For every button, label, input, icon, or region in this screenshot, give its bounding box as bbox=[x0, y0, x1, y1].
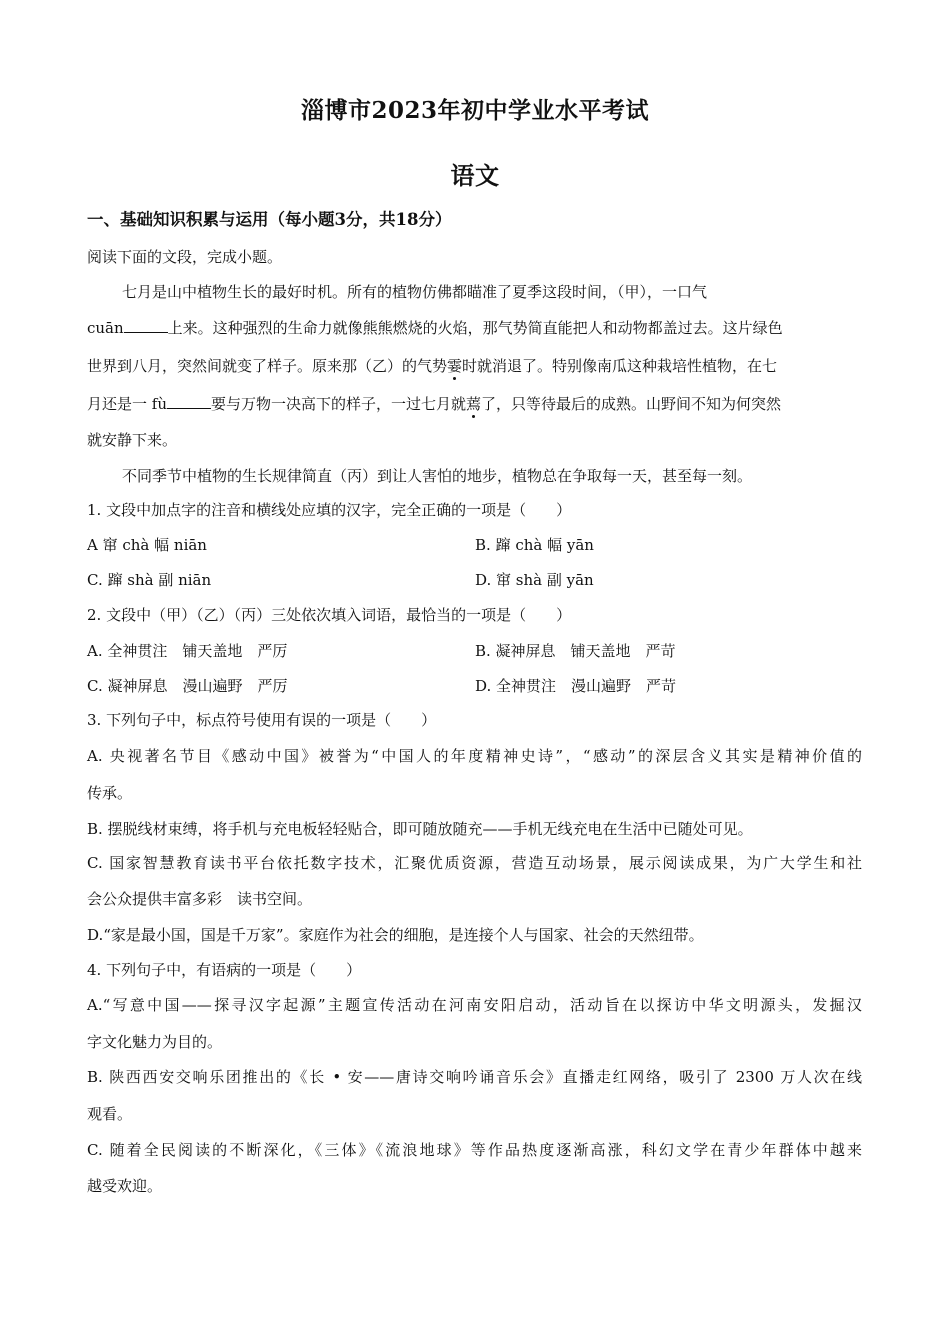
passage-line-4-c: 了，只等待最后的成熟。山野间不知为何突然 bbox=[481, 395, 782, 413]
passage-line-4-b: 要与万物一决高下的样子，一过七月就 bbox=[210, 395, 466, 413]
q4-option-a-line-1: A.“写意中国——探寻汉字起源”主题宣传活动在河南安阳启动，活动旨在以探访中华文明源头，发掘汉 bbox=[87, 996, 862, 1014]
section-heading: 一、基础知识积累与运用（每小题3分，共18分） bbox=[87, 210, 452, 229]
passage-line-3-b: 时就消退了。特别像南瓜这种栽培性植物，在七 bbox=[462, 357, 778, 375]
q3-option-d: D.“家是最小国，国是千万家”。家庭作为社会的细胞，是连接个人与国家、社会的天然纽带。 bbox=[87, 926, 704, 944]
dotted-char-nian: 蔫 bbox=[466, 395, 482, 413]
q1-option-c: C. 蹿 shà 副 niān bbox=[87, 571, 212, 589]
passage-line-5: 就安静下来。 bbox=[87, 431, 178, 449]
q4-option-b-line-2: 观看。 bbox=[87, 1105, 133, 1123]
q2-option-b: B. 凝神屏息 铺天盖地 严苛 bbox=[475, 642, 676, 660]
question-1-stem: 1. 文段中加点字的注音和横线处应填的汉字，完全正确的一项是（ ） bbox=[87, 501, 572, 519]
q1-option-d: D. 窜 shà 副 yān bbox=[475, 571, 594, 589]
q3-option-c-line-2: 会公众提供丰富多彩 读书空间。 bbox=[87, 890, 313, 908]
q4-option-a-line-2: 字文化魅力为目的。 bbox=[87, 1033, 223, 1051]
passage-line-3 bbox=[87, 356, 862, 376]
passage-line-1: 七月是山中植物生长的最好时机。所有的植物仿佛都瞄准了夏季这段时间，（甲），一口气 bbox=[122, 283, 708, 301]
question-3-stem: 3. 下列句子中，标点符号使用有误的一项是（ ） bbox=[87, 711, 437, 729]
q3-option-c-line-1: C. 国家智慧教育读书平台依托数字技术，汇聚优质资源，营造互动场景，展示阅读成果，为广大学生和社 bbox=[87, 854, 862, 872]
passage-line-2-text: 上来。这种强烈的生命力就像熊熊燃烧的火焰，那气势简直能把人和动物都盖过去。这片绿色 bbox=[167, 319, 783, 337]
passage-paragraph-2: 不同季节中植物的生长规律简直（丙）到让人害怕的地步，植物总在争取每一天，甚至每一刻。 bbox=[122, 467, 753, 485]
q3-option-a-line-2: 传承。 bbox=[87, 784, 133, 802]
exam-title: 淄博市2023年初中学业水平考试 bbox=[300, 97, 649, 124]
q1-option-b: B. 蹿 chà 幅 yān bbox=[475, 536, 594, 554]
q3-option-b: B. 摆脱线材束缚，将手机与充电板轻轻贴合，即可随放随充——手机无线充电在生活中已随处可见。 bbox=[87, 820, 753, 838]
q4-option-c-line-1: C. 随着全民阅读的不断深化，《三体》《流浪地球》等作品热度逐渐高涨，科幻文学在青少年群体中越来 bbox=[87, 1141, 862, 1159]
dotted-char-sha: 霎 bbox=[447, 357, 463, 375]
subject-title: 语文 bbox=[450, 161, 500, 190]
passage-line-2 bbox=[87, 318, 862, 338]
blank-line bbox=[124, 318, 168, 333]
passage-line-3-a: 世界到八月，突然间就变了样子。原来那（乙）的气势 bbox=[87, 357, 448, 375]
q3-option-a-line-1: A. 央视著名节目《感动中国》被誉为“中国人的年度精神史诗”，“感动”的深层含义其实是精神价值的 bbox=[87, 747, 862, 765]
q2-option-d: D. 全神贯注 漫山遍野 严苛 bbox=[475, 677, 677, 695]
blank-line bbox=[167, 394, 211, 409]
question-4-stem: 4. 下列句子中，有语病的一项是（ ） bbox=[87, 961, 362, 979]
question-2-stem: 2. 文段中（甲）（乙）（丙）三处依次填入词语，最恰当的一项是（ ） bbox=[87, 606, 572, 624]
q4-option-b-line-1: B. 陕西西安交响乐团推出的《长 • 安——唐诗交响吟诵音乐会》直播走红网络，吸引了 2300 万人次在线 bbox=[87, 1068, 862, 1086]
passage-line-4 bbox=[87, 394, 862, 414]
pinyin-fu: 月还是一 fù bbox=[87, 395, 167, 413]
pinyin-cuan: cuān bbox=[87, 319, 124, 337]
q1-option-a: A 窜 chà 幅 niān bbox=[87, 536, 207, 554]
q2-option-a: A. 全神贯注 铺天盖地 严厉 bbox=[87, 642, 288, 660]
q4-option-c-line-2: 越受欢迎。 bbox=[87, 1177, 163, 1195]
q2-option-c: C. 凝神屏息 漫山遍野 严厉 bbox=[87, 677, 288, 695]
instruction: 阅读下面的文段，完成小题。 bbox=[87, 248, 283, 266]
